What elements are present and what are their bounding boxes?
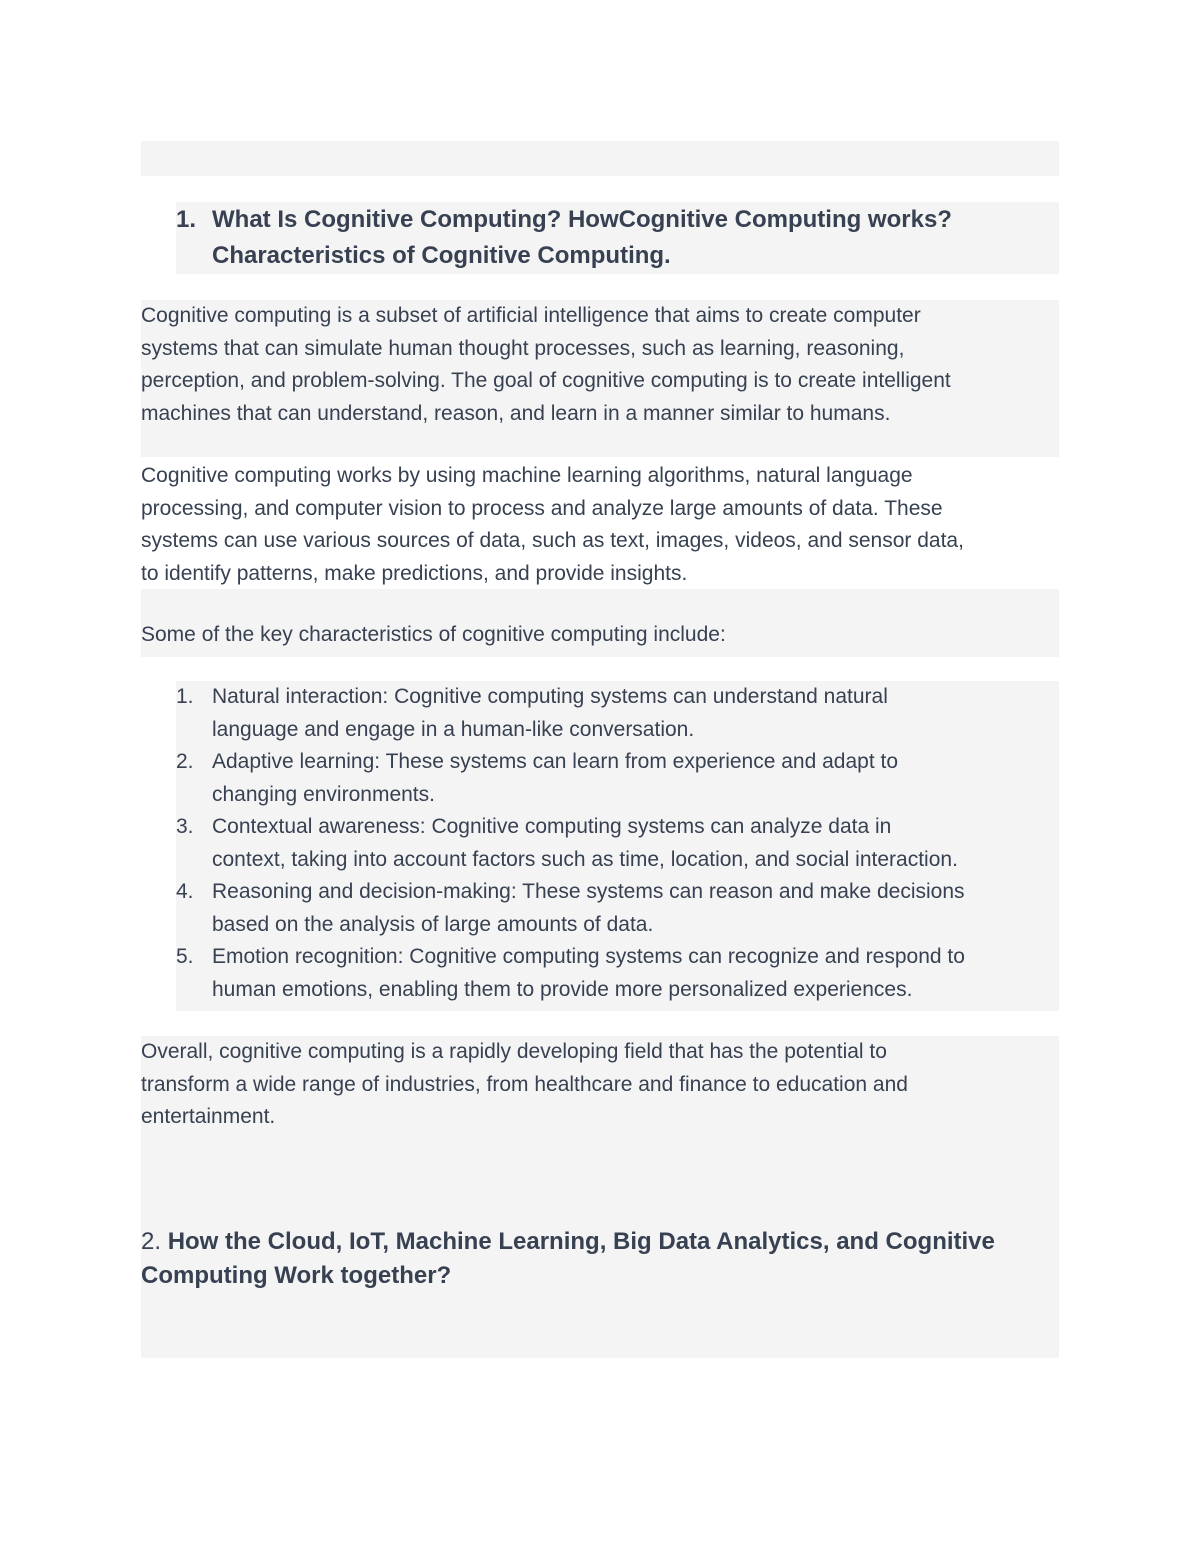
list-item-line: language and engage in a human-like conversation. [212, 717, 695, 741]
paragraph-line: entertainment. [141, 1105, 276, 1128]
paragraph-line: Some of the key characteristics of cognitive computing include: [141, 623, 726, 646]
list-item [176, 746, 1059, 811]
top-blank-block [141, 141, 1059, 176]
section-2-title: How the Cloud, IoT, Machine Learning, Big Data Analytics, and Cognitive [167, 1228, 995, 1255]
list-item-line: Adaptive learning: These systems can learn from experience and adapt to [212, 750, 899, 773]
paragraph-line: Cognitive computing works by using machine learning algorithms, natural language [141, 464, 913, 487]
list-item-line: Emotion recognition: Cognitive computing systems can recognize and respond to [212, 945, 965, 968]
list-item-number: 1. [176, 685, 194, 708]
list-item [176, 681, 1059, 746]
list-item-number: 5. [176, 945, 194, 968]
list-item [176, 876, 1059, 941]
characteristics-list [176, 681, 1059, 1011]
paragraph-line: perception, and problem-solving. The goal of cognitive computing is to create intelligent [141, 369, 951, 392]
section-2-title-continued: Computing Work together? [141, 1262, 452, 1289]
paragraph-line: systems can use various sources of data, such as text, images, videos, and sensor data, [141, 529, 964, 552]
section-1-title [212, 202, 1062, 274]
section-2-number: 2. [141, 1228, 162, 1255]
list-item [176, 811, 1059, 876]
paragraph-line: systems that can simulate human thought processes, such as learning, reasoning, [141, 336, 905, 360]
list-item-line: changing environments. [212, 782, 435, 806]
section-2-title-line [141, 1259, 1059, 1293]
section-1-heading [176, 202, 1059, 274]
paragraph-line: Cognitive computing is a subset of artificial intelligence that aims to create computer [141, 304, 921, 327]
paragraph-line: Overall, cognitive computing is a rapidly developing field that has the potential to [141, 1040, 887, 1063]
paragraph-line: transform a wide range of industries, from healthcare and finance to education and [141, 1072, 908, 1096]
list-item-line: based on the analysis of large amounts of data. [212, 912, 654, 936]
section-1-title-line: What Is Cognitive Computing? HowCognitive Computing works? [212, 206, 952, 233]
section-1-title-line: Characteristics of Cognitive Computing. [212, 242, 671, 269]
section-2-title-line [141, 1225, 1059, 1259]
intro-paragraph [141, 300, 1059, 430]
list-item [176, 941, 1059, 1006]
list-item-line: Reasoning and decision-making: These systems can reason and make decisions [212, 880, 965, 903]
list-item-number: 4. [176, 880, 194, 903]
list-item-line: context, taking into account factors such as time, location, and social interaction. [212, 847, 958, 871]
section-1-number: 1. [176, 206, 197, 233]
paragraph-line: to identify patterns, make predictions, and provide insights. [141, 561, 688, 585]
characteristics-intro [141, 619, 1059, 652]
conclusion-paragraph [141, 1036, 1059, 1134]
list-item-line: human emotions, enabling them to provide more personalized experiences. [212, 977, 913, 1001]
list-item-line: Contextual awareness: Cognitive computing systems can analyze data in [212, 815, 892, 838]
list-item-line: Natural interaction: Cognitive computing systems can understand natural [212, 685, 888, 708]
list-item-number: 3. [176, 815, 194, 838]
paragraph-line: processing, and computer vision to process and analyze large amounts of data. These [141, 496, 943, 520]
how-it-works-paragraph [141, 460, 1059, 590]
section-2-heading [141, 1225, 1059, 1293]
list-item-number: 2. [176, 750, 194, 773]
paragraph-line: machines that can understand, reason, and learn in a manner similar to humans. [141, 401, 891, 425]
